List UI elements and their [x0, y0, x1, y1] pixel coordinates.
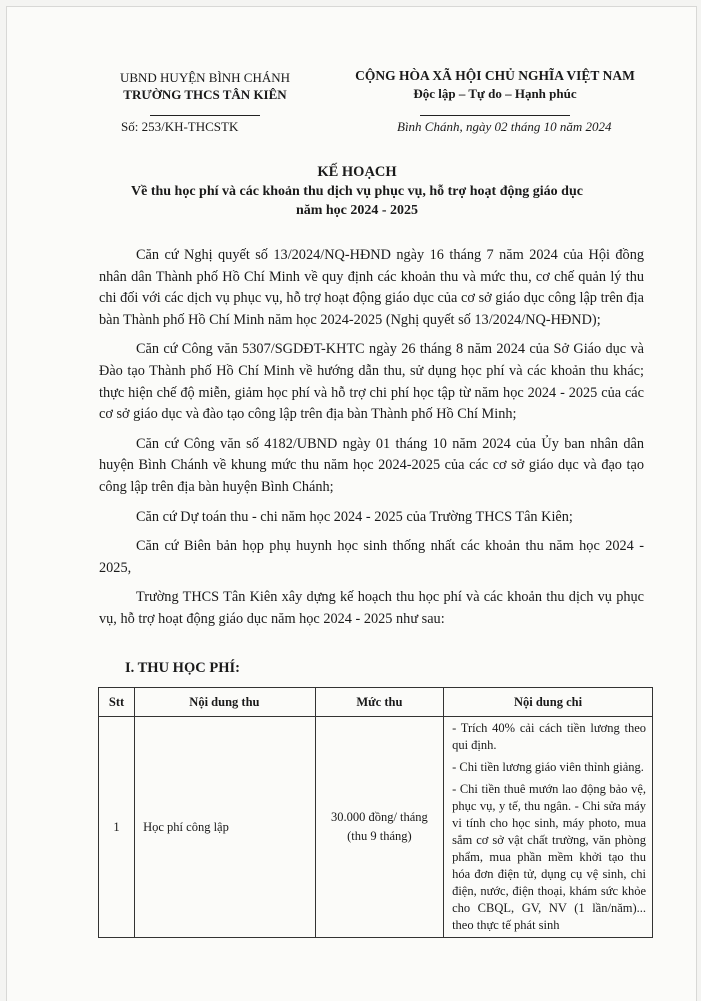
- paragraph: Trường THCS Tân Kiên xây dựng kế hoạch thu học phí và các khoản thu dịch vụ phục vụ, hỗ trợ hoạt động giáo dục năm học 2024 - 2025 như sau:: [99, 589, 644, 627]
- issuer-underline: [105, 103, 305, 120]
- paragraph: Căn cứ Dự toán thu - chi năm học 2024 - 2025 của Trường THCS Tân Kiên;: [136, 508, 573, 525]
- paragraph: Căn cứ Công văn số 4182/UBND ngày 01 tháng 10 năm 2024 của Ủy ban nhân dân huyện Bình Chánh về khung mức thu năm học 2024-2025 của các cơ sở giáo dục và đạo tạo công lập trên địa bàn huyện Bình Chánh;: [99, 435, 644, 495]
- document-page: [6, 6, 697, 1001]
- tuition-table: [98, 687, 653, 938]
- spend-item: - Chi tiền lương giáo viên thỉnh giảng.: [452, 760, 644, 774]
- column-header-rate: Mức thu: [315, 688, 443, 717]
- column-header-spend: Nội dung chi: [444, 688, 653, 717]
- title-heading: KẾ HOẠCH: [317, 164, 397, 180]
- rate-amount: 30.000 đồng/ tháng: [330, 810, 428, 824]
- document-body: [99, 245, 644, 639]
- spend-item: - Trích 40% cải cách tiền lương theo qui định.: [452, 721, 646, 752]
- paragraph: Căn cứ Biên bản họp phụ huynh học sinh thống nhất các khoản thu năm học 2024 - 2025,: [99, 538, 644, 576]
- school-name: TRƯỜNG THCS TÂN KIÊN: [123, 87, 287, 102]
- paragraph: Căn cứ Công văn 5307/SGDĐT-KHTC ngày 26 tháng 8 năm 2024 của Sở Giáo dục và Đào tạo Thành phố Hồ Chí Minh về hướng dẫn thu, sử dụng học phí và các khoản thu khác; thực hiện chế độ miễn, giảm học phí và hỗ trợ chi phí học tập từ năm học 2024 - 2025 của các cơ sở giáo dục và đào tạo công lập trên địa bàn Thành phố Hồ Chí Minh;: [99, 341, 644, 423]
- place-date: Bình Chánh, ngày 02 tháng 10 năm 2024: [397, 119, 612, 134]
- cell-stt: 1: [99, 717, 135, 938]
- issuer-block: [105, 69, 305, 120]
- section-title: I. THU HỌC PHÍ:: [125, 660, 240, 676]
- table-row: [99, 717, 653, 938]
- national-header: [335, 67, 655, 121]
- paragraph: Căn cứ Nghị quyết số 13/2024/NQ-HĐND ngày 16 tháng 7 năm 2024 của Hội đồng nhân dân Thành phố Hồ Chí Minh về quy định các khoản thu và mức thu, cơ chế quản lý thu chi đối với các dịch vụ phục vụ, hỗ trợ hoạt động giáo dục của cơ sở giáo dục công lập trên địa bàn Thành phố Hồ Chí Minh năm học 2024-2025 (Nghị quyết số 13/2024/NQ-HĐND);: [99, 247, 644, 328]
- cell-spend: [444, 717, 653, 938]
- cell-rate: [315, 717, 443, 938]
- title-line-2: năm học 2024 - 2025: [295, 203, 419, 218]
- column-header-stt: Stt: [99, 688, 135, 717]
- title-line-1: Về thu học phí và các khoản thu dịch vụ phục vụ, hỗ trợ hoạt động giáo dục: [131, 184, 583, 199]
- national-motto: Độc lập – Tự do – Hạnh phúc: [413, 86, 577, 101]
- document-title: [87, 163, 627, 220]
- document-number: Số: 253/KH-THCSTK: [121, 119, 239, 134]
- spend-item: - Chi tiền thuê mướn lao động bảo vệ, phục vụ, y tế, thu ngân. - Chi sửa máy vi tính cho học sinh, máy photo, mua sắm cơ sở vật chất trường, văn phòng phẩm, mua phần mềm khởi tạo thu hóa đơn điện tử, dụng cụ vệ sinh, chi điện, nước, điện thoại, khám sức khỏe cho CBQL, GV, NV (1 lần/năm)... theo thực tế phát sinh: [452, 782, 646, 932]
- cell-content: Học phí công lập: [135, 717, 316, 938]
- rate-period: (thu 9 tháng): [347, 829, 412, 843]
- table-header-row: [99, 688, 653, 717]
- country-name: CỘNG HÒA XÃ HỘI CHỦ NGHĨA VIỆT NAM: [355, 68, 635, 83]
- authority-name: UBND HUYỆN BÌNH CHÁNH: [119, 70, 291, 85]
- column-header-content: Nội dung thu: [135, 688, 316, 717]
